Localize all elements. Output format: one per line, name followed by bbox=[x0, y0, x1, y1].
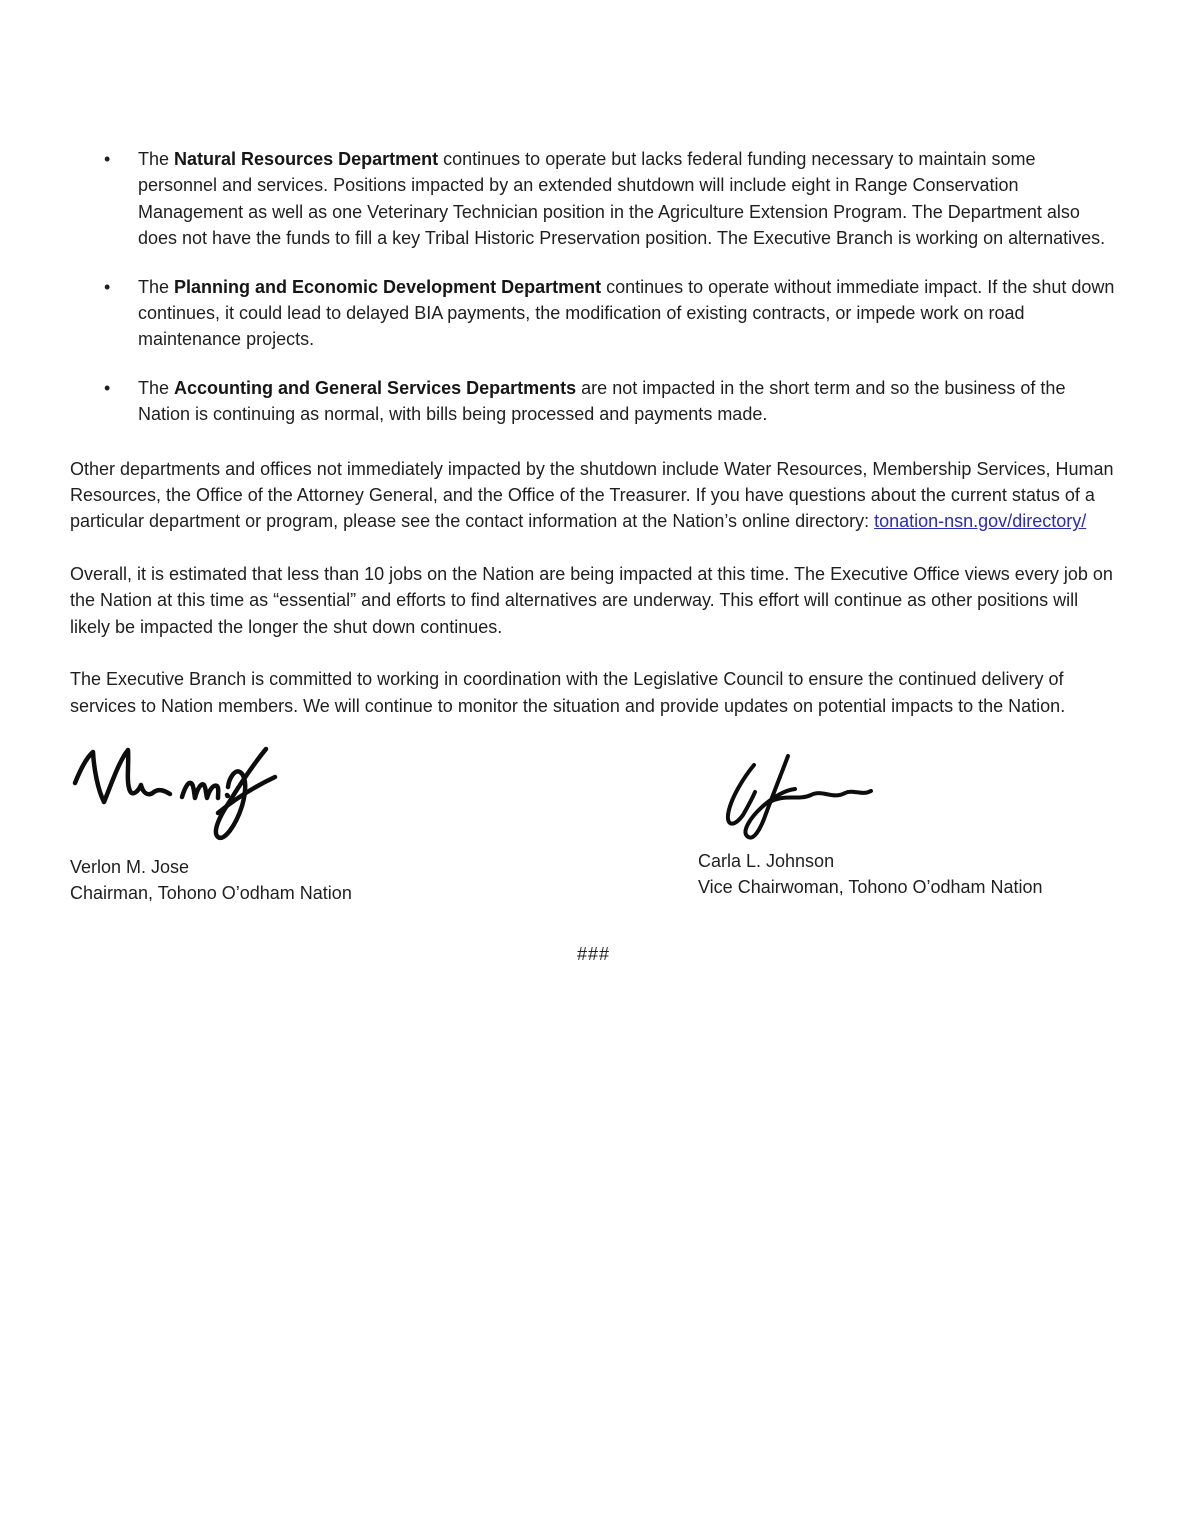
signer-name: Verlon M. Jose bbox=[70, 856, 190, 877]
bullet-text-post: continues to operate but lacks federal funding necessary to maintain some personnel and services. Positions impacted by an extended shutdown will include eight in Range Conservation Management as well as one Veterinary Technician position in the Agriculture Extension Program. The Department also does not have the funds to fill a key Tribal Historic Preservation position. The Executive Branch is working on alternatives. bbox=[138, 149, 1106, 249]
department-name-bold: Planning and Economic Development Department bbox=[174, 276, 602, 297]
bullet-text-post: are not impacted in the short term and so the business of the Nation is continuing as normal, with bills being processed and payments made. bbox=[138, 377, 1066, 425]
directory-link[interactable]: tonation-nsn.gov/directory/ bbox=[874, 511, 1087, 532]
vice-chairwoman-signature-icon bbox=[716, 751, 886, 841]
bullet-text-pre: The bbox=[138, 149, 175, 169]
bullet-icon: • bbox=[104, 149, 111, 169]
paragraph-executive-branch: The Executive Branch is committed to working in coordination with the Legislative Council to ensure the continued delivery of services to Nation members. We will continue to monitor the situation and provide updates on potential impacts to the Nation. bbox=[70, 669, 1066, 716]
signature-block-chairman bbox=[70, 745, 698, 907]
paragraph-text: Other departments and offices not immediately impacted by the shutdown include Water Resources, Membership Services, Human Resources, the Office of the Attorney General, and the Office of the Treasurer. If you have questions about the current status of a particular department or program, please see the contact information at the Nation’s online directory: bbox=[70, 458, 1114, 532]
signature-section bbox=[70, 745, 1117, 907]
department-name-bold: Natural Resources Department bbox=[174, 149, 439, 169]
signature-block-vice-chairwoman bbox=[698, 745, 1117, 907]
paragraph-overall-impact: Overall, it is estimated that less than 10 jobs on the Nation are being impacted at this time. The Executive Office views every job on the Nation at this time as “essential” and efforts to find alternatives are underway. This effort will continue as other positions will likely be impacted the longer the shut down continues. bbox=[70, 563, 1113, 637]
signer-name: Carla L. Johnson bbox=[698, 850, 835, 871]
end-of-release-marker: ### bbox=[576, 943, 611, 964]
department-impact-list bbox=[70, 146, 1117, 428]
bullet-text-post: continues to operate without immediate impact. If the shut down continues, it could lead to delayed BIA payments, the modification of existing contracts, or impede work on road maintenance projects. bbox=[138, 276, 1115, 350]
signer-title: Chairman, Tohono O’odham Nation bbox=[70, 883, 352, 904]
list-item-planning-economic bbox=[70, 274, 1117, 353]
bullet-text-pre: The bbox=[138, 276, 175, 297]
paragraph-other-departments bbox=[70, 456, 1117, 535]
bullet-text-pre: The bbox=[138, 377, 175, 398]
bullet-icon: • bbox=[104, 276, 111, 297]
bullet-icon: • bbox=[104, 377, 111, 398]
list-item-natural-resources bbox=[70, 146, 1117, 252]
list-item-accounting-general bbox=[70, 375, 1117, 428]
signer-title: Vice Chairwoman, Tohono O’odham Nation bbox=[698, 877, 1043, 898]
department-name-bold: Accounting and General Services Departments bbox=[174, 377, 577, 398]
chairman-signature-icon bbox=[70, 745, 280, 841]
